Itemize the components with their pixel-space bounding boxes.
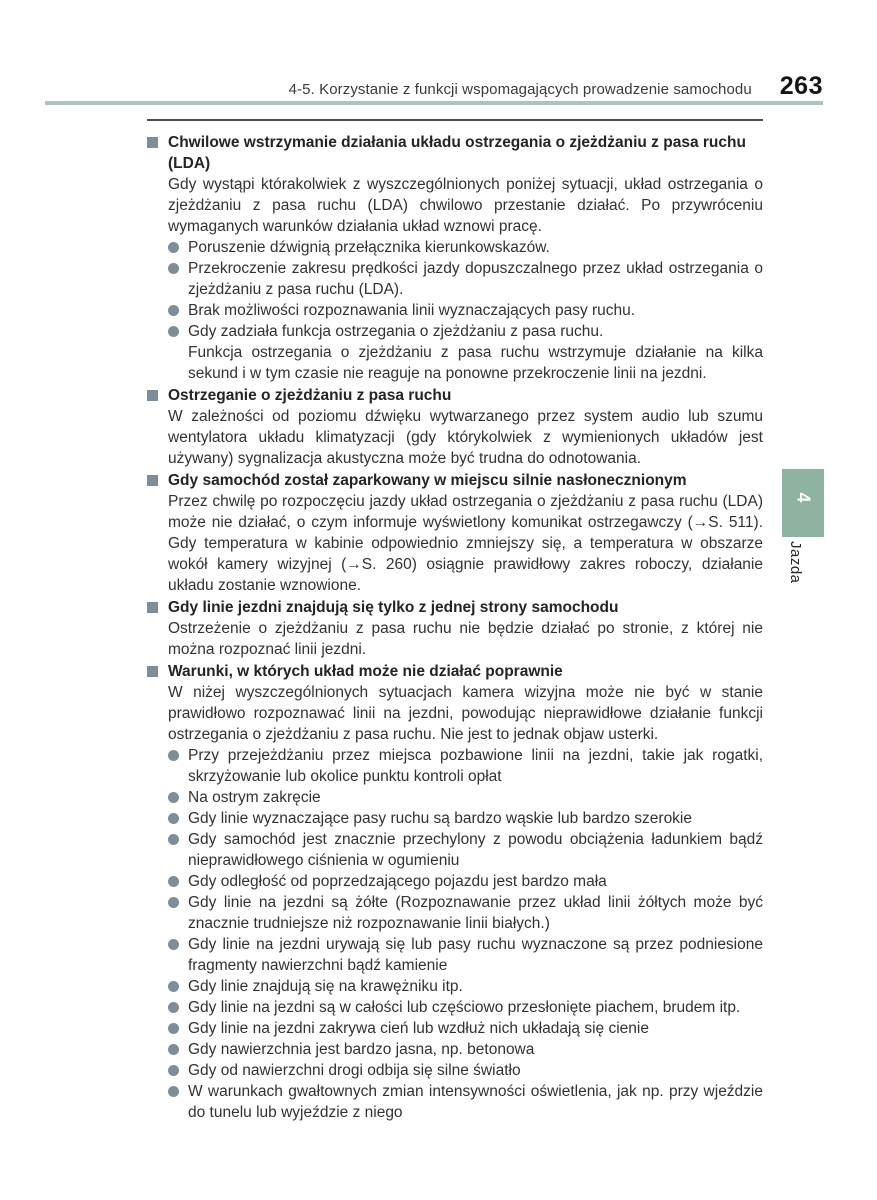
square-marker-icon: [147, 137, 158, 148]
bullet-item: [168, 829, 763, 871]
section-heading: [147, 597, 763, 618]
bullet-item: [168, 237, 763, 258]
section-heading: [147, 661, 763, 682]
manual-section: [147, 661, 763, 1123]
bullet-dot-icon: [168, 1044, 179, 1055]
chapter-tab-label: Jazda: [787, 541, 804, 584]
breadcrumb: 4-5. Korzystanie z funkcji wspomagających prowadzenie samochodu: [288, 81, 752, 98]
paragraph: W niżej wyszczególnionych sytuacjach kamera wizyjna może nie być w stanie prawidłowo rozpoznawać linii na jezdni, powodując nieprawidłowe działanie funkcji ostrzegania o zjeżdżaniu z pasa ruchu. Nie jest to jednak objaw usterki.: [168, 684, 763, 743]
bullet-item: [168, 976, 763, 997]
content-sections: [147, 119, 763, 1123]
manual-section: [147, 385, 763, 469]
bullet-text: Poruszenie dźwignią przełącznika kierunkowskazów.: [188, 239, 550, 256]
bullet-item: [168, 934, 763, 976]
bullet-dot-icon: [168, 326, 179, 337]
section-heading-text: Gdy samochód został zaparkowany w miejscu silnie nasłonecznionym: [168, 472, 687, 489]
section-heading-text: Ostrzeganie o zjeżdżaniu z pasa ruchu: [168, 387, 452, 404]
bullet-dot-icon: [168, 1065, 179, 1076]
bullet-text: Gdy linie na jezdni urywają się lub pasy ruchu wyznaczone są przez podniesione fragmenty nawierzchni bądź kamienie: [188, 936, 763, 974]
bullet-item: [168, 1039, 763, 1060]
square-marker-icon: [147, 666, 158, 677]
bullet-dot-icon: [168, 897, 179, 908]
paragraph: W zależności od poziomu dźwięku wytwarzanego przez system audio lub szumu wentylatora układu klimatyzacji (gdy którykolwiek z wymienionych układów jest używany) sygnalizacja akustyczna może być trudna do odnotowania.: [168, 408, 763, 467]
bullet-text: Gdy odległość od poprzedzającego pojazdu jest bardzo mała: [188, 873, 607, 890]
bullet-text: Gdy samochód jest znacznie przechylony z powodu obciążenia ładunkiem bądź nieprawidłowego ciśnienia w ogumieniu: [188, 831, 763, 869]
paragraph: Ostrzeżenie o zjeżdżaniu z pasa ruchu nie będzie działać po stronie, z której nie można rozpoznać linii jezdni.: [168, 620, 763, 658]
section-body: [168, 174, 763, 384]
section-heading: [147, 385, 763, 406]
bullet-dot-icon: [168, 1086, 179, 1097]
section-heading-text: Chwilowe wstrzymanie działania układu ostrzegania o zjeżdżaniu z pasa ruchu (LDA): [168, 134, 746, 172]
section-heading: [147, 470, 763, 491]
bullet-item: [168, 871, 763, 892]
manual-section: [147, 132, 763, 384]
section-body: [168, 406, 763, 469]
section-body: [168, 682, 763, 1123]
bullet-item: [168, 321, 763, 384]
section-body: [168, 491, 763, 596]
bullet-text: Gdy linie na jezdni zakrywa cień lub wzdłuż nich układają się cienie: [188, 1020, 649, 1037]
paragraph: Gdy wystąpi którakolwiek z wyszczególnionych poniżej sytuacji, układ ostrzegania o zjeżdżaniu z pasa ruchu (LDA) chwilowo przestanie działać. Po przywróceniu wymaganych warunków działania układ wznowi pracę.: [168, 176, 763, 235]
bullet-text: Przy przejeżdżaniu przez miejsca pozbawione linii na jezdni, takie jak rogatki, skrzyżowanie lub okolice punktu kontroli opłat: [188, 747, 763, 785]
bullet-text: Gdy linie na jezdni są w całości lub częściowo przesłonięte piachem, brudem itp.: [188, 999, 741, 1016]
bullet-item: [168, 1081, 763, 1123]
bullet-dot-icon: [168, 242, 179, 253]
section-body: [168, 618, 763, 660]
bullet-item: [168, 808, 763, 829]
bullet-text: Gdy nawierzchnia jest bardzo jasna, np. betonowa: [188, 1041, 535, 1058]
square-marker-icon: [147, 390, 158, 401]
bullet-dot-icon: [168, 876, 179, 887]
bullet-item: [168, 892, 763, 934]
bullet-dot-icon: [168, 939, 179, 950]
bullet-dot-icon: [168, 1002, 179, 1013]
bullet-text: Brak możliwości rozpoznawania linii wyznaczających pasy ruchu.: [188, 302, 636, 319]
bullet-dot-icon: [168, 813, 179, 824]
bullet-item: [168, 745, 763, 787]
bullet-item: [168, 258, 763, 300]
page-number: 263: [779, 72, 823, 100]
bullet-item: [168, 1018, 763, 1039]
chapter-tab-number: 4: [793, 491, 814, 503]
bullet-text: W warunkach gwałtownych zmian intensywności oświetlenia, jak np. przy wjeździe do tunelu lub wyjeździe z niego: [188, 1083, 763, 1121]
bullet-text: Gdy linie znajdują się na krawężniku itp.: [188, 978, 463, 995]
header-rule: [45, 101, 823, 105]
page-header: [45, 72, 823, 101]
bullet-dot-icon: [168, 263, 179, 274]
chapter-tab: [782, 469, 824, 537]
manual-section: [147, 470, 763, 596]
bullet-item: [168, 787, 763, 808]
bullet-text: Gdy linie wyznaczające pasy ruchu są bardzo wąskie lub bardzo szerokie: [188, 810, 692, 827]
bullet-dot-icon: [168, 750, 179, 761]
bullet-note: Funkcja ostrzegania o zjeżdżaniu z pasa ruchu wstrzymuje działanie na kilka sekund i w tym czasie nie reaguje na ponowne przekroczenie linii na jezdni.: [188, 344, 763, 382]
bullet-dot-icon: [168, 834, 179, 845]
bullet-item: [168, 997, 763, 1018]
bullet-text: Gdy zadziała funkcja ostrzegania o zjeżdżaniu z pasa ruchu. Funkcja ostrzegania o zjeżdżaniu z pasa ruchu wstrzymuje działanie na kilka sekund i w tym czasie nie reaguje na ponowne przekroczenie linii na jezdni.: [188, 323, 763, 382]
bullet-item: [168, 1060, 763, 1081]
bullet-item: [168, 300, 763, 321]
bullet-text: Na ostrym zakręcie: [188, 789, 321, 806]
section-heading-text: Warunki, w których układ może nie działać poprawnie: [168, 663, 563, 680]
bullet-dot-icon: [168, 305, 179, 316]
square-marker-icon: [147, 602, 158, 613]
bullet-text: Gdy od nawierzchni drogi odbija się silne światło: [188, 1062, 521, 1079]
bullet-dot-icon: [168, 981, 179, 992]
section-heading-text: Gdy linie jezdni znajdują się tylko z jednej strony samochodu: [168, 599, 619, 616]
bullet-dot-icon: [168, 1023, 179, 1034]
section-heading: [147, 132, 763, 174]
square-marker-icon: [147, 475, 158, 486]
bullet-text: Gdy linie na jezdni są żółte (Rozpoznawanie przez układ linii żółtych może być znacznie trudniejsze niż rozpoznawanie linii białych.): [188, 894, 763, 932]
paragraph: Przez chwilę po rozpoczęciu jazdy układ ostrzegania o zjeżdżaniu z pasa ruchu (LDA) może nie działać, o czym informuje wyświetlony komunikat ostrzegawczy (→S. 511). Gdy temperatura w kabinie odpowiednio zmniejszy się, a temperatura w obszarze wokół kamery wizyjnej (→S. 260) osiągnie prawidłowy zakres roboczy, działanie układu zostanie wznowione.: [168, 493, 763, 594]
bullet-dot-icon: [168, 792, 179, 803]
manual-section: [147, 597, 763, 660]
bullet-text: Przekroczenie zakresu prędkości jazdy dopuszczalnego przez układ ostrzegania o zjeżdżaniu z pasa ruchu (LDA).: [188, 260, 763, 298]
